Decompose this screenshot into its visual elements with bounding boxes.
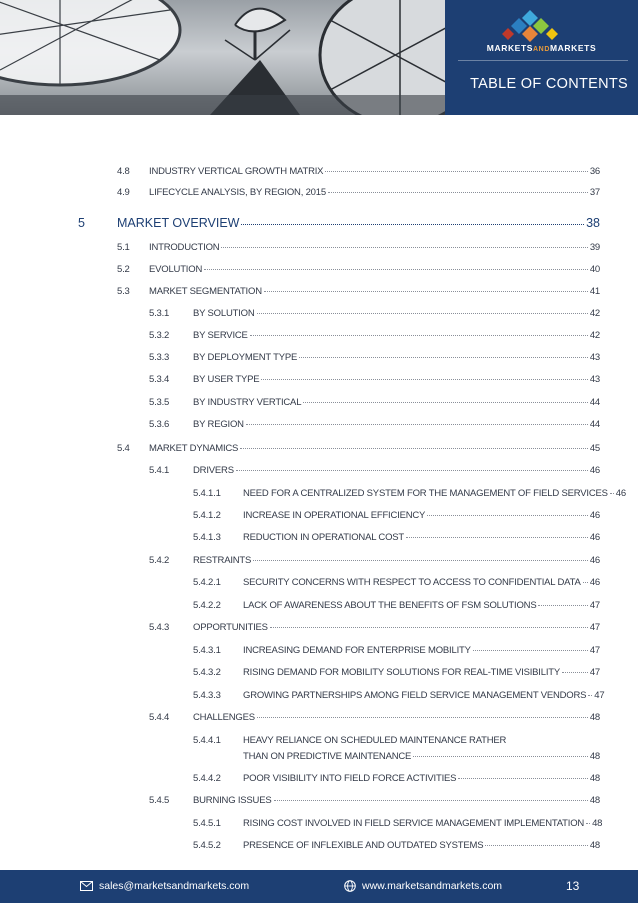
toc-entry[interactable] (193, 488, 626, 499)
toc-entry-number: 4.8 (117, 166, 130, 177)
toc-entry-page: 45 (589, 443, 600, 454)
toc-entry-label: BY SOLUTION (193, 308, 255, 319)
toc-entry-number: 5.4.5 (149, 795, 170, 806)
toc-entry-label: MARKET DYNAMICS (149, 443, 239, 454)
dot-leader (236, 470, 588, 471)
toc-entry-page: 46 (589, 555, 600, 566)
dot-leader (583, 582, 588, 583)
toc-entry-label: NEED FOR A CENTRALIZED SYSTEM FOR THE MANAGEMENT OF FIELD SERVICES (243, 488, 608, 499)
toc-entry-page: 48 (589, 840, 600, 851)
dot-leader (253, 560, 588, 561)
toc-entry-number: 5.4.1.1 (193, 488, 221, 499)
toc-entry[interactable] (149, 622, 600, 633)
toc-entry-page: 48 (592, 818, 603, 829)
dot-leader (562, 672, 588, 673)
dot-leader (586, 823, 590, 824)
dot-leader (413, 756, 588, 757)
toc-entry[interactable] (193, 818, 603, 829)
toc-entry-label: HEAVY RELIANCE ON SCHEDULED MAINTENANCE RATHER (243, 735, 507, 746)
header-divider (458, 60, 628, 61)
toc-entry-page: 46 (589, 532, 600, 543)
toc-entry-page: 48 (589, 795, 600, 806)
page-footer (0, 870, 638, 903)
toc-entry-label: INCREASING DEMAND FOR ENTERPRISE MOBILITY (243, 645, 471, 656)
toc-entry[interactable] (193, 735, 600, 767)
toc-entry-label: RISING COST INVOLVED IN FIELD SERVICE MANAGEMENT IMPLEMENTATION (243, 818, 585, 829)
toc-entry-page: 38 (586, 216, 600, 230)
dot-leader (264, 291, 588, 292)
toc-entry-page: 48 (589, 773, 600, 784)
toc-entry-page: 48 (589, 712, 600, 723)
dot-leader (427, 515, 588, 516)
toc-entry-label: RESTRAINTS (193, 555, 252, 566)
brand-wordmark: MARKETSANDMARKETS (486, 43, 597, 53)
toc-entry-page: 40 (589, 264, 600, 275)
dot-leader (299, 357, 588, 358)
toc-entry-number: 5.3.5 (149, 397, 170, 408)
toc-entry-page: 42 (589, 330, 600, 341)
toc-entry[interactable] (117, 286, 600, 297)
website-text: www.marketsandmarkets.com (362, 880, 503, 892)
toc-entry-number: 5.4.3.3 (193, 690, 221, 701)
toc-entry-number: 5.2 (117, 264, 130, 275)
toc-entry-label: POOR VISIBILITY INTO FIELD FORCE ACTIVITIES (243, 773, 457, 784)
toc-entry-number: 5.4.1.2 (193, 510, 221, 521)
dot-leader (257, 717, 588, 718)
toc-entry-page: 43 (589, 352, 600, 363)
toc-entry[interactable] (193, 840, 600, 851)
toc-entry-page: 39 (589, 242, 600, 253)
toc-entry-number: 5.4.4.2 (193, 773, 221, 784)
toc-entry-label: BY USER TYPE (193, 374, 260, 385)
toc-entry-label: SECURITY CONCERNS WITH RESPECT TO ACCESS TO CONFIDENTIAL DATA (243, 577, 581, 588)
toc-entry-number: 5.4.1 (149, 465, 170, 476)
toc-entry[interactable] (117, 166, 600, 177)
toc-entry-label: BY DEPLOYMENT TYPE (193, 352, 298, 363)
toc-entry[interactable] (193, 773, 600, 784)
page-header (0, 0, 638, 115)
dot-leader (240, 448, 588, 449)
dot-leader (257, 313, 588, 314)
toc-entry-label: MARKET OVERVIEW (117, 216, 240, 230)
toc-entry[interactable] (117, 264, 600, 275)
dot-leader (274, 800, 588, 801)
toc-entry-number: 5.4.2.1 (193, 577, 221, 588)
email-text: sales@marketsandmarkets.com (99, 880, 250, 892)
toc-entry-label: RISING DEMAND FOR MOBILITY SOLUTIONS FOR REAL-TIME VISIBILITY (243, 667, 561, 678)
toc-entry[interactable] (149, 712, 600, 723)
toc-entry-label: EVOLUTION (149, 264, 203, 275)
toc-entry-page: 36 (589, 166, 600, 177)
toc-entry[interactable] (117, 443, 600, 454)
toc-entry-page: 47 (589, 667, 600, 678)
envelope-icon (80, 881, 93, 891)
toc-entry-label: MARKET SEGMENTATION (149, 286, 262, 297)
toc-entry-number: 5.4.4.1 (193, 735, 221, 746)
toc-entry-page: 44 (589, 419, 600, 430)
toc-entry-page: 42 (589, 308, 600, 319)
toc-entry-label: LIFECYCLE ANALYSIS, BY REGION, 2015 (149, 187, 326, 198)
toc-entry-number: 4.9 (117, 187, 130, 198)
toc-entry-label: GROWING PARTNERSHIPS AMONG FIELD SERVICE MANAGEMENT VENDORS (243, 690, 587, 701)
dot-leader (406, 537, 588, 538)
toc-entry-number: 5.4.3 (149, 622, 170, 633)
dot-leader (328, 192, 588, 193)
toc-entry-page: 47 (589, 622, 600, 633)
toc-entry-page: 47 (594, 690, 605, 701)
toc-entry[interactable] (149, 374, 600, 385)
footer-website[interactable] (344, 880, 502, 892)
toc-entry-number: 5.4.5.1 (193, 818, 221, 829)
toc-entry-page: 47 (589, 600, 600, 611)
toc-entry-label: BY SERVICE (193, 330, 248, 341)
toc-entry-page: 41 (589, 286, 600, 297)
toc-entry-number: 5.4.2.2 (193, 600, 221, 611)
dot-leader (204, 269, 588, 270)
toc-entry[interactable] (193, 577, 600, 588)
toc-entry-page: 48 (589, 751, 600, 762)
toc-entry[interactable] (149, 308, 600, 319)
brand-logo (500, 8, 560, 42)
page-number: 13 (566, 879, 580, 893)
toc-entry-label: INCREASE IN OPERATIONAL EFFICIENCY (243, 510, 426, 521)
toc-entry[interactable] (193, 645, 600, 656)
toc-entry[interactable] (193, 532, 600, 543)
toc-entry[interactable] (149, 555, 600, 566)
toc-entry-number: 5.4.3.1 (193, 645, 221, 656)
dot-leader (270, 627, 588, 628)
dot-leader (610, 493, 614, 494)
dot-leader (246, 424, 588, 425)
dot-leader (250, 335, 588, 336)
dot-leader (588, 695, 592, 696)
toc-entry[interactable] (149, 330, 600, 341)
dot-leader (473, 650, 588, 651)
toc-entry[interactable] (193, 510, 600, 521)
toc-entry[interactable] (78, 216, 600, 230)
dot-leader (458, 778, 588, 779)
toc-entry-number: 5.4.1.3 (193, 532, 221, 543)
toc-entry-number: 5 (78, 216, 85, 230)
toc-entry[interactable] (193, 690, 605, 701)
globe-icon (344, 880, 356, 892)
toc-entry-label-continued: THAN ON PREDICTIVE MAINTENANCE (243, 751, 412, 762)
toc-entry-number: 5.4.2 (149, 555, 170, 566)
toc-entry-label: INDUSTRY VERTICAL GROWTH MATRIX (149, 166, 324, 177)
toc-entry[interactable] (149, 419, 600, 430)
dot-leader (325, 171, 588, 172)
toc-entry-label: REDUCTION IN OPERATIONAL COST (243, 532, 404, 543)
toc-entry-label: CHALLENGES (193, 712, 255, 723)
toc-entry-page: 43 (589, 374, 600, 385)
toc-entry-label: BY INDUSTRY VERTICAL (193, 397, 302, 408)
toc-entry[interactable] (117, 242, 600, 253)
toc-entry-label: INTRODUCTION (149, 242, 220, 253)
toc-entry[interactable] (149, 352, 600, 363)
header-photo (0, 0, 445, 115)
toc-entry-page: 46 (589, 510, 600, 521)
toc-entry-label: LACK OF AWARENESS ABOUT THE BENEFITS OF FSM SOLUTIONS (243, 600, 537, 611)
toc-entry-page: 37 (589, 187, 600, 198)
toc-entry-page: 46 (589, 577, 600, 588)
toc-entry-page: 46 (615, 488, 626, 499)
dot-leader (261, 379, 587, 380)
dot-leader (538, 605, 587, 606)
toc-entry-number: 5.3.1 (149, 308, 170, 319)
toc-entry-page: 47 (589, 645, 600, 656)
toc-entry-number: 5.3.4 (149, 374, 170, 385)
toc-entry-number: 5.4.4 (149, 712, 170, 723)
toc-entry-label: BURNING ISSUES (193, 795, 272, 806)
toc-entry-number: 5.3.2 (149, 330, 170, 341)
toc-entry-label: BY REGION (193, 419, 244, 430)
toc-entry[interactable] (193, 600, 600, 611)
toc-entry[interactable] (149, 465, 600, 476)
toc-entry-number: 5.3 (117, 286, 130, 297)
page-title: TABLE OF CONTENTS (470, 76, 628, 92)
dot-leader (485, 845, 587, 846)
toc-entry-label: DRIVERS (193, 465, 234, 476)
toc-entry-page: 44 (589, 397, 600, 408)
toc-entry[interactable] (149, 795, 600, 806)
dot-leader (303, 402, 588, 403)
footer-email[interactable] (80, 880, 249, 892)
dot-leader (241, 224, 584, 225)
toc-entry[interactable] (149, 397, 600, 408)
toc-entry-number: 5.3.6 (149, 419, 170, 430)
toc-entry-number: 5.4.3.2 (193, 667, 221, 678)
toc-entry-label: OPPORTUNITIES (193, 622, 268, 633)
toc-entry-label: PRESENCE OF INFLEXIBLE AND OUTDATED SYSTEMS (243, 840, 484, 851)
toc-entry[interactable] (193, 667, 600, 678)
toc-entry[interactable] (117, 187, 600, 198)
toc-entry-number: 5.3.3 (149, 352, 170, 363)
toc-entry-page: 46 (589, 465, 600, 476)
dot-leader (221, 247, 587, 248)
toc-entry-number: 5.4 (117, 443, 130, 454)
toc-entry-number: 5.4.5.2 (193, 840, 221, 851)
toc-entry-number: 5.1 (117, 242, 130, 253)
